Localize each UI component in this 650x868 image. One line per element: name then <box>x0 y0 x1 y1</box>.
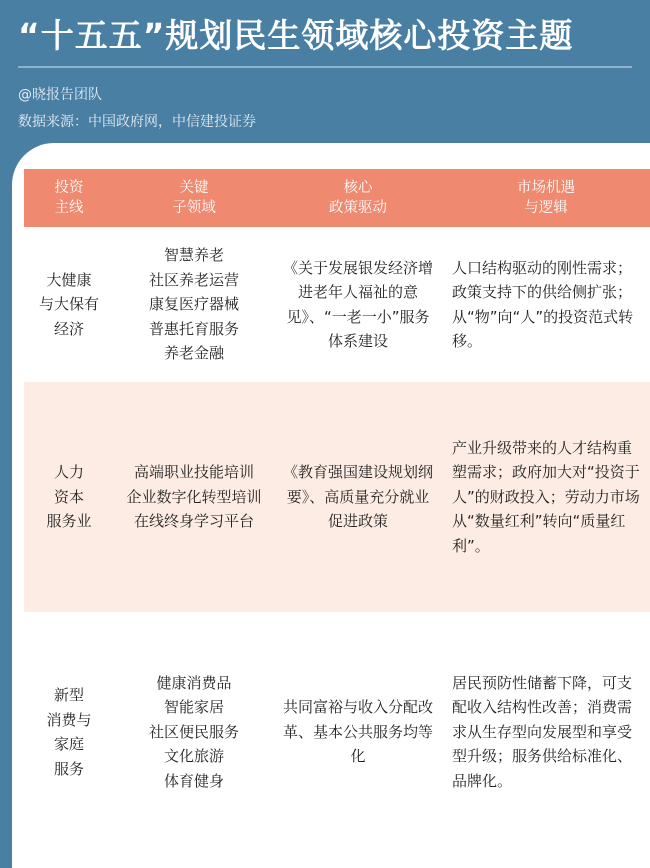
table-card <box>12 143 650 868</box>
header-market-opportunity: 市场机遇 与逻辑 <box>442 169 650 227</box>
theme-cell: 大健康 与大保有 经济 <box>24 227 114 382</box>
table-header-row <box>24 169 650 227</box>
data-source: 数据来源：中国政府网，中信建投证券 <box>18 114 256 130</box>
investment-themes-table <box>24 169 650 852</box>
table-row <box>24 227 650 382</box>
header-key-subfields: 关键 子领域 <box>114 169 274 227</box>
table-row <box>24 382 650 612</box>
subfields-cell: 高端职业技能培训 企业数字化转型培训 在线终身学习平台 <box>114 382 274 612</box>
header-policy-drivers: 核心 政策驱动 <box>274 169 442 227</box>
table-row <box>24 612 650 852</box>
policy-cell: 《教育强国建设规划纲要》、高质量充分就业促进政策 <box>274 382 442 612</box>
policy-cell: 《关于发展银发经济增进老年人福祉的意见》、“一老一小”服务体系建设 <box>274 227 442 382</box>
page-title: “十五五”规划民生领域核心投资主题 <box>18 16 574 55</box>
theme-cell: 人力 资本 服务业 <box>24 382 114 612</box>
opportunity-cell: 人口结构驱动的刚性需求；政策支持下的供给侧扩张；从“物”向“人”的投资范式转移。 <box>442 227 650 382</box>
opportunity-cell: 居民预防性储蓄下降，可支配收入结构性改善；消费需求从生存型向发展型和享受型升级；服务供给标准化、品牌化。 <box>442 612 650 852</box>
title-divider <box>18 66 632 68</box>
header-investment-theme: 投资 主线 <box>24 169 114 227</box>
opportunity-cell: 产业升级带来的人才结构重塑需求；政府加大对“投资于人”的财政投入；劳动力市场从“数量红利”转向“质量红利”。 <box>442 382 650 612</box>
theme-cell: 新型 消费与 家庭 服务 <box>24 612 114 852</box>
subfields-cell: 健康消费品 智能家居 社区便民服务 文化旅游 体育健身 <box>114 612 274 852</box>
policy-cell: 共同富裕与收入分配改革、基本公共服务均等化 <box>274 612 442 852</box>
subfields-cell: 智慧养老 社区养老运营 康复医疗器械 普惠托育服务 养老金融 <box>114 227 274 382</box>
author-credit: @晓报告团队 <box>18 87 102 103</box>
